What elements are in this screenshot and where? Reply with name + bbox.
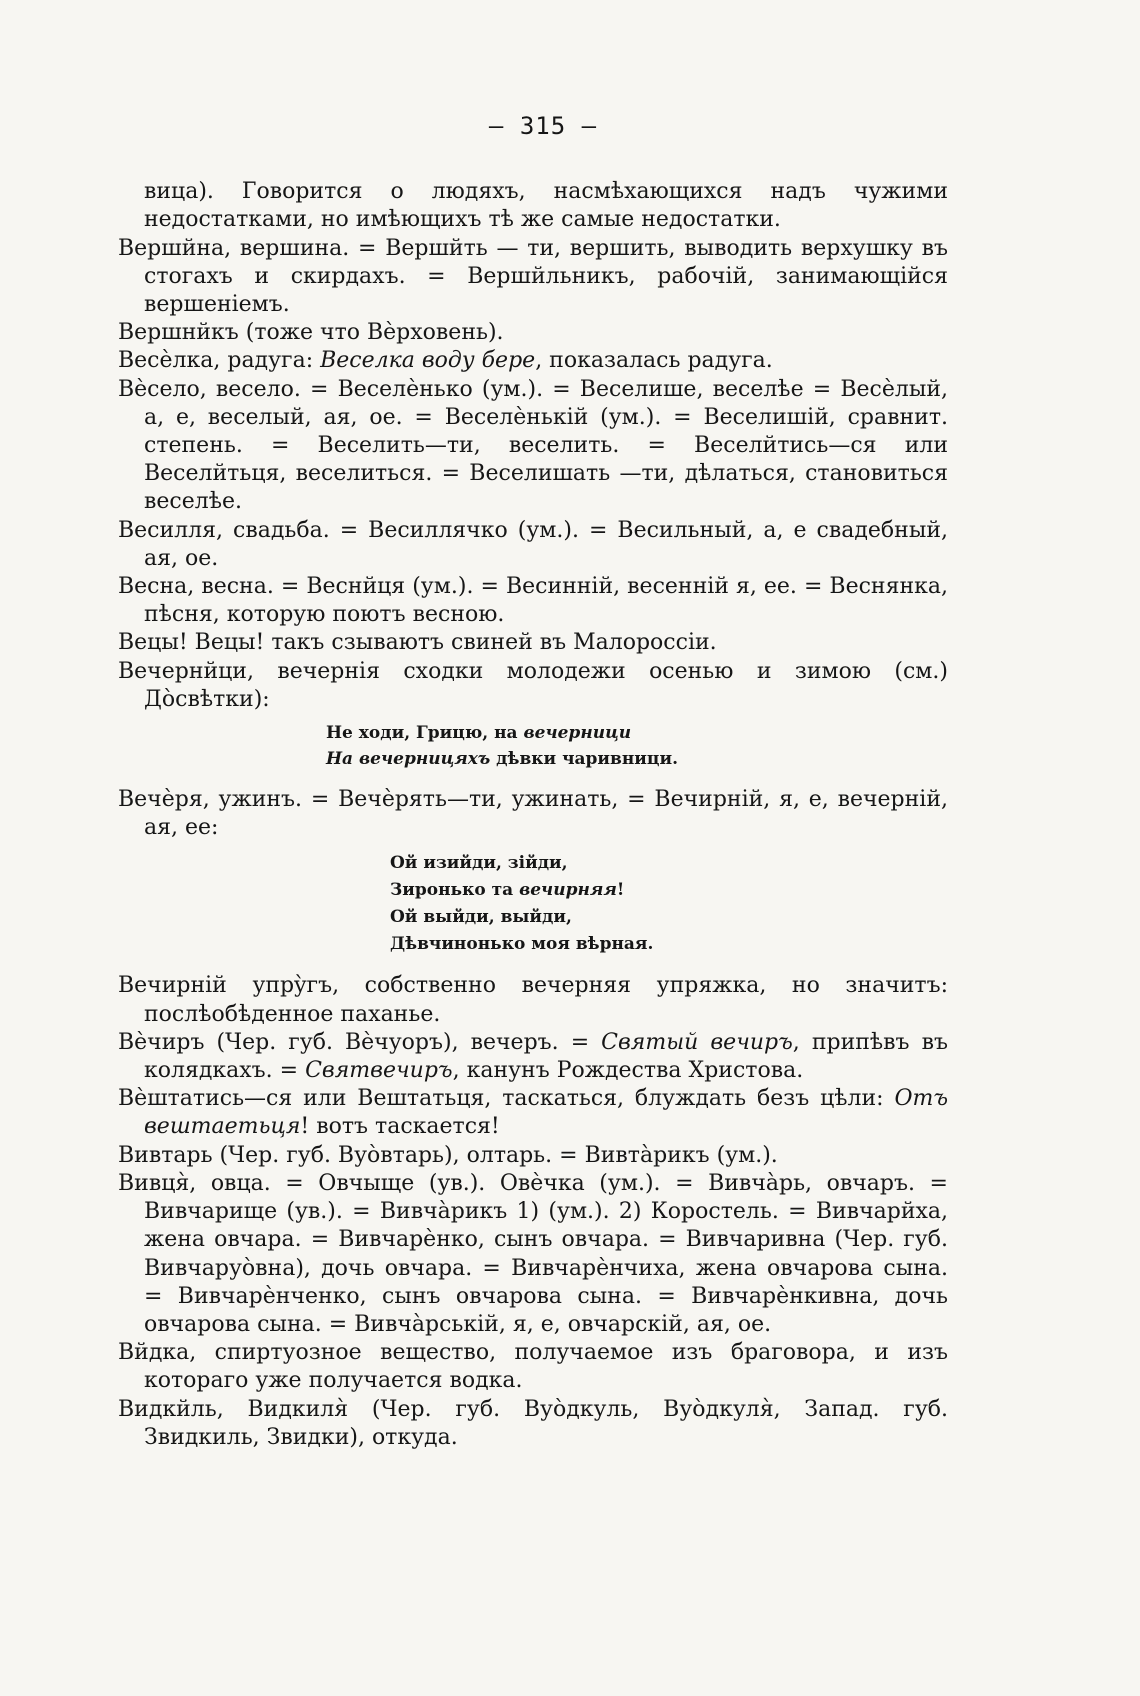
entry-veselo: Вѐсело, весело. = Веселѐнько (ум.). = Веселише, веселѣе = Весѐлый, а, е, веселый, ая, ое. = Веселѐнькій (ум.). = Веселишій, сравнит. степень. = Веселить—ти, веселить. = Веселйтись—ся или Веселйтьця, веселиться. = Веселишать —ти, дѣлаться, становиться веселѣе. xyxy=(118,376,948,515)
quote-vechirnyaya xyxy=(390,850,948,958)
entry-vechernici: Вечернйци, вечернія сходки молодежи осенью и зимою (см.) Дòсвѣтки): xyxy=(118,658,948,712)
entry-vivcya: Вивця̀, овца. = Овчыще (ув.). Овѐчка (ум.). = Вивчàрь, овчаръ. = Вивчарище (ув.). = Вивчàрикъ 1) (ум.). 2) Коростель. = Вивчарйха, жена овчара. = Вивчарѐнко, сынъ овчара. = Вивчаривна (Чер. губ. Вивчаруòвна), дочь овчара. = Вивчарѐнчиха, жена овчарова сына. = Вивчарѐнченко, сынъ овчарова сына. = Вивчарѐнкивна, дочь овчарова сына. = Вивчàрській, я, е, овчарскій, ая, ое. xyxy=(118,1170,948,1337)
entry-text: ! вотъ таскается! xyxy=(300,1114,500,1140)
entry-vecy: Вецы! Вецы! такъ сзываютъ свиней въ Малороссіи. xyxy=(118,630,717,656)
entry-vershnik: Вершнйкъ (тоже что Вѐрховень). xyxy=(118,320,504,346)
entry-veselka-example: Веселка воду бере xyxy=(320,348,536,374)
entry-text: , припѣвъ въ колядкахъ. = xyxy=(144,1029,948,1084)
entry-italic: Святый вечиръ xyxy=(601,1029,793,1055)
quote-line xyxy=(326,746,948,772)
entry-vivtar: Вивтарь (Чер. губ. Вуòвтарь), олтарь. = Вивтàрикъ (ум.). xyxy=(118,1142,778,1168)
quote-text: ! xyxy=(616,880,625,901)
entry-veselka-text: Весѐлка, радуга: xyxy=(118,348,321,374)
quote-italic: На вечерницяхъ xyxy=(326,749,491,770)
quote-italic: вечерници xyxy=(523,723,632,744)
entry-veshtatis xyxy=(118,1085,948,1141)
quote-text: дѣвки чаривници. xyxy=(490,749,678,770)
entry-vidkil: Видкйль, Видкиля̀ (Чер. губ. Вуòдкуль, Вуòдкуля̀, Запад. губ. Звидкиль, Звидки), откуда. xyxy=(118,1396,948,1450)
scan-artifact xyxy=(57,22,109,32)
entry-vesna: Весна, весна. = Веснйця (ум.). = Весинній, весенній я, ее. = Веснянка, пѣсня, которую поютъ весною. xyxy=(118,574,948,628)
quote-vechernici xyxy=(326,720,948,772)
entry-vechirnii-uprug: Вечирній упрỳгъ, собственно вечерняя упряжка, но значитъ: послѣобѣденное паханье. xyxy=(118,973,948,1027)
entry-vica-continuation: вица). Говорится о людяхъ, насмѣхающихся надъ чужими недостатками, но имѣющихъ тѣ же самые недостатки. xyxy=(144,179,948,233)
entry-italic: Отъ вештаетьця xyxy=(144,1086,948,1140)
entry-vershina: Вершйна, вершина. = Вершйть — ти, вершить, выводить верхушку въ стогахъ и скирдахъ. = Вершйльникъ, рабочій, занимающійся вершеніемъ. xyxy=(118,235,948,318)
quote-line: Ой изийди, зійди, xyxy=(390,853,568,874)
entry-italic: Святвечиръ xyxy=(305,1058,453,1084)
entry-text: Вѐчиръ (Чер. губ. Вѐчуоръ), вечеръ. = xyxy=(118,1029,602,1055)
quote-text: Зиронько та xyxy=(390,880,520,901)
entry-vidka: Вйдка, спиртуозное вещество, получаемое изъ браговора, и изъ котораго уже получается водка. xyxy=(118,1340,948,1394)
quote-line: Ой выйди, выйди, xyxy=(390,907,572,928)
entry-veselka-gloss: , показалась радуга. xyxy=(535,348,773,374)
page-number: — 315 — xyxy=(488,112,598,140)
quote-line xyxy=(390,877,948,904)
entry-text: , канунъ Рождества Христова. xyxy=(452,1058,804,1084)
entry-veselka xyxy=(118,347,948,375)
quote-line xyxy=(326,720,948,746)
entry-vechir xyxy=(118,1029,948,1085)
entry-text: Вѐштатись—ся или Вештатьця, таскаться, блуждать безъ цѣли: xyxy=(118,1086,895,1112)
document-page xyxy=(118,112,948,1452)
entry-vecherya: Вечѐря, ужинъ. = Вечѐрять—ти, ужинать, = Вечирній, я, е, вечерній, ая, ее: xyxy=(118,787,948,841)
quote-text: Не ходи, Грицю, на xyxy=(326,723,524,744)
entry-vesillya: Весилля, свадьба. = Весиллячко (ум.). = Весильный, а, е свадебный, ая, ое. xyxy=(118,517,948,571)
quote-italic: вечирняя xyxy=(519,880,617,901)
quote-line: Дѣвчинонько моя вѣрная. xyxy=(390,934,654,955)
